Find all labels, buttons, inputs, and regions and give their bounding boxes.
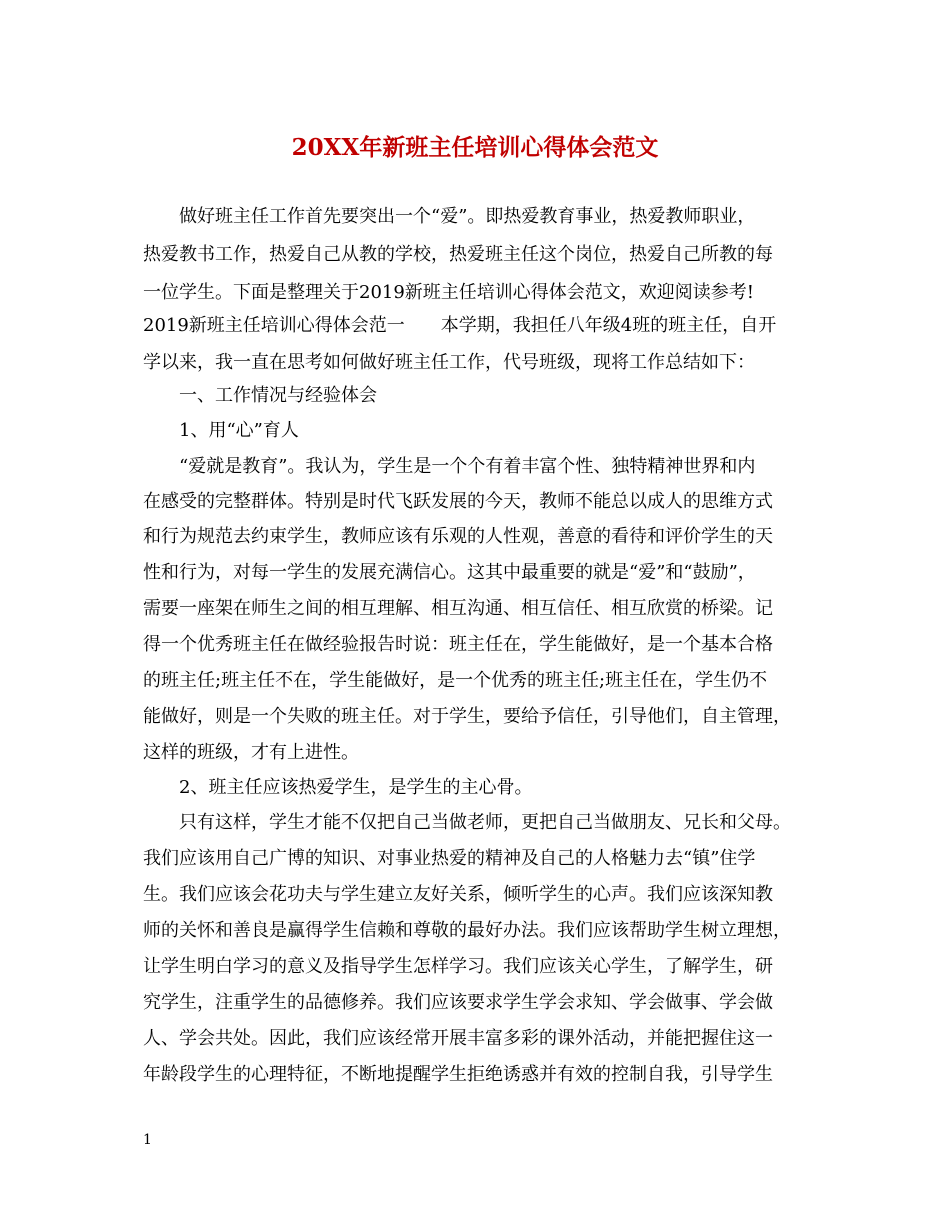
page-number: 1 bbox=[143, 1132, 152, 1148]
body-line: 人、学会共处。因此，我们应该经常开展丰富多彩的课外活动，并能把握住这一 bbox=[143, 1028, 773, 1049]
subsection-heading: 2、班主任应该热爱学生，是学生的主心骨。 bbox=[143, 777, 533, 798]
body-line: 生。我们应该会花功夫与学生建立友好关系，倾听学生的心声。我们应该深知教 bbox=[143, 884, 773, 905]
body-line: 年龄段学生的心理特征，不断地提醒学生拒绝诱惑并有效的控制自我，引导学生 bbox=[143, 1064, 773, 1085]
body-line: 在感受的完整群体。特别是时代飞跃发展的今天，教师不能总以成人的思维方式 bbox=[143, 491, 773, 512]
body-line: 性和行为，对每一学生的发展充满信心。这其中最重要的就是“爱”和“鼓励”， bbox=[143, 562, 756, 583]
section-heading: 一、工作情况与经验体会 bbox=[143, 385, 377, 406]
body-line: 的班主任;班主任不在，学生能做好，是一个优秀的班主任;班主任在，学生仍不 bbox=[143, 670, 768, 691]
body-line: 做好班主任工作首先要突出一个“爱”。即热爱教育事业，热爱教师职业， bbox=[143, 206, 756, 227]
body-line: 只有这样，学生才能不仅把自己当做老师，更把自己当做朋友、兄长和父母。 bbox=[143, 812, 791, 833]
body-line: 究学生，注重学生的品德修养。我们应该要求学生学会求知、学会做事、学会做 bbox=[143, 992, 773, 1013]
body-line: 热爱教书工作，热爱自己从教的学校，热爱班主任这个岗位，热爱自己所教的每 bbox=[143, 244, 773, 265]
body-line: 需要一座架在师生之间的相互理解、相互沟通、相互信任、相互欣赏的桥梁。记 bbox=[143, 598, 773, 619]
body-line: 能做好，则是一个失败的班主任。对于学生，要给予信任，引导他们，自主管理， bbox=[143, 706, 791, 727]
body-line: 和行为规范去约束学生，教师应该有乐观的人性观，善意的看待和评价学生的天 bbox=[143, 526, 773, 547]
body-line: 师的关怀和善良是赢得学生信赖和尊敬的最好办法。我们应该帮助学生树立理想， bbox=[143, 920, 791, 941]
body-line: 学以来，我一直在思考如何做好班主任工作，代号班级，现将工作总结如下： bbox=[143, 352, 755, 373]
body-line: 一位学生。下面是整理关于2019新班主任培训心得体会范文，欢迎阅读参考! bbox=[143, 282, 755, 303]
body-line: 让学生明白学习的意义及指导学生怎样学习。我们应该关心学生，了解学生，研 bbox=[143, 956, 773, 977]
body-line: 得一个优秀班主任在做经验报告时说：班主任在，学生能做好，是一个基本合格 bbox=[143, 634, 773, 655]
body-line: 我们应该用自己广博的知识、对事业热爱的精神及自己的人格魅力去“镇”住学 bbox=[143, 848, 756, 869]
body-line: “爱就是教育”。我认为，学生是一个个有着丰富个性、独特精神世界和内 bbox=[143, 456, 756, 477]
subsection-heading: 1、用“心”育人 bbox=[143, 420, 299, 441]
body-line: 2019新班主任培训心得体会范一 本学期，我担任八年级4班的班主任，自开 bbox=[143, 315, 777, 336]
document-title: 20XX年新班主任培训心得体会范文 bbox=[291, 134, 659, 161]
body-line: 这样的班级，才有上进性。 bbox=[143, 742, 359, 763]
